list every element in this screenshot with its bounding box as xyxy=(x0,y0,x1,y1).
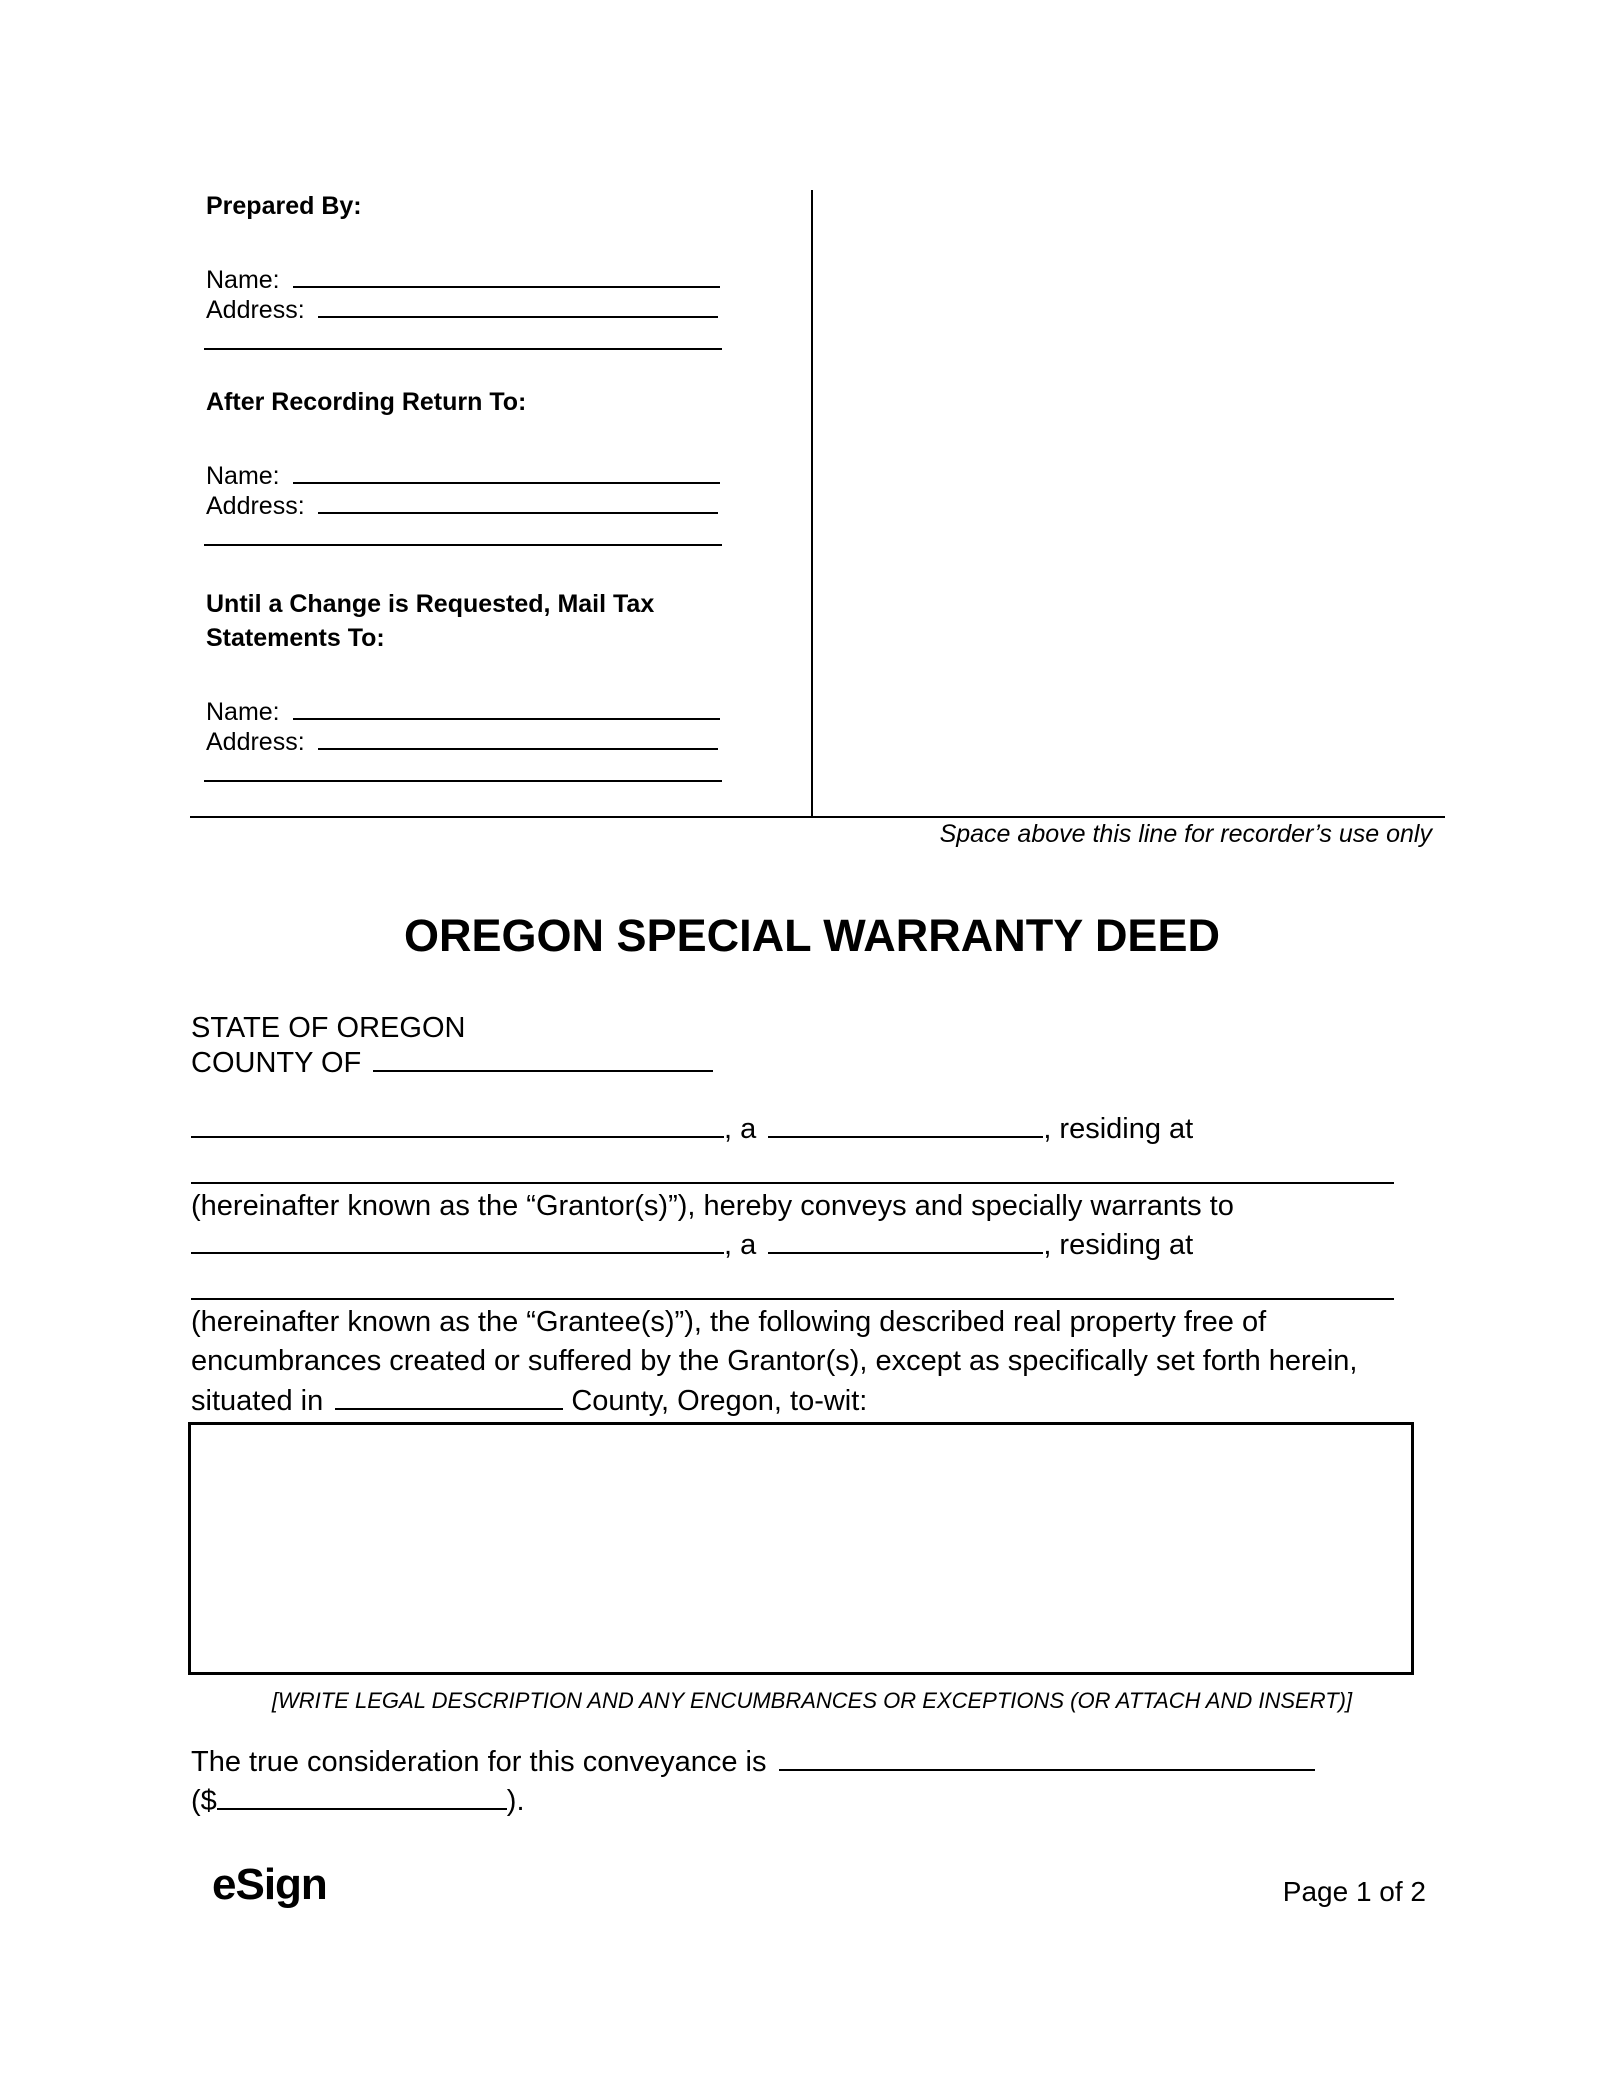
dollar-close: ). xyxy=(506,1785,525,1817)
state-line: STATE OF OREGON xyxy=(191,1012,466,1044)
prepared-by-name-label: Name: xyxy=(206,266,280,294)
return-to-heading: After Recording Return To: xyxy=(206,388,527,416)
prepared-by-heading: Prepared By: xyxy=(206,192,362,220)
grantor-row xyxy=(191,1112,1193,1146)
tax-name-label: Name: xyxy=(206,698,280,726)
grantee-status-blank[interactable] xyxy=(768,1228,1043,1254)
tax-name-row xyxy=(206,694,720,727)
recorder-area-divider xyxy=(811,190,813,818)
recorder-note: Space above this line for recorder’s use only xyxy=(939,820,1432,848)
tax-statements-heading-line1: Until a Change is Requested, Mail Tax xyxy=(206,590,655,618)
prepared-by-address-row xyxy=(206,292,718,325)
return-to-address-line2[interactable] xyxy=(204,544,722,546)
grantee-description-line1: (hereinafter known as the “Grantee(s)”), the following described real property free of xyxy=(191,1306,1267,1338)
esign-logo: eSign xyxy=(212,1860,327,1909)
document-title: OREGON SPECIAL WARRANTY DEED xyxy=(404,910,1220,961)
dollar-open: ($ xyxy=(191,1785,217,1817)
legal-box-caption: [WRITE LEGAL DESCRIPTION AND ANY ENCUMBRANCES OR EXCEPTIONS (OR ATTACH AND INSERT)] xyxy=(271,1688,1353,1713)
prepared-by-name-blank[interactable] xyxy=(293,262,720,288)
grantor-a-label: , a xyxy=(724,1113,757,1145)
consideration-prefix: The true consideration for this conveyance is xyxy=(191,1746,767,1778)
consideration-amount-blank[interactable] xyxy=(217,1784,507,1810)
grantee-a-label: , a xyxy=(724,1229,757,1261)
tax-name-blank[interactable] xyxy=(293,694,720,720)
grantor-address-line[interactable] xyxy=(191,1182,1394,1184)
situated-row xyxy=(191,1384,867,1418)
situated-prefix: situated in xyxy=(191,1385,324,1417)
grantor-status-blank[interactable] xyxy=(768,1112,1043,1138)
county-blank[interactable] xyxy=(373,1046,713,1072)
consideration-row xyxy=(191,1745,1315,1779)
tax-address-label: Address: xyxy=(206,728,305,756)
return-to-name-blank[interactable] xyxy=(293,458,720,484)
grantee-residing-label: , residing at xyxy=(1043,1229,1194,1261)
grantor-name-blank[interactable] xyxy=(191,1112,724,1138)
tax-statements-heading-line2: Statements To: xyxy=(206,624,385,652)
county-label: COUNTY OF xyxy=(191,1047,362,1079)
prepared-by-address-line2[interactable] xyxy=(204,348,722,350)
grantor-residing-label: , residing at xyxy=(1043,1113,1194,1145)
tax-address-blank[interactable] xyxy=(318,724,718,750)
grantee-row xyxy=(191,1228,1193,1262)
grantee-name-blank[interactable] xyxy=(191,1228,724,1254)
tax-address-line2[interactable] xyxy=(204,780,722,782)
grantor-description: (hereinafter known as the “Grantor(s)”), hereby conveys and specially warrants to xyxy=(191,1190,1234,1222)
return-to-name-label: Name: xyxy=(206,462,280,490)
consideration-amount-row xyxy=(191,1784,525,1818)
return-to-address-label: Address: xyxy=(206,492,305,520)
county-row xyxy=(191,1046,713,1080)
prepared-by-address-blank[interactable] xyxy=(318,292,718,318)
situated-county-blank[interactable] xyxy=(335,1384,563,1410)
return-to-name-row xyxy=(206,458,720,491)
return-to-address-blank[interactable] xyxy=(318,488,718,514)
tax-address-row xyxy=(206,724,718,757)
consideration-words-blank[interactable] xyxy=(779,1745,1315,1771)
grantee-description-line2: encumbrances created or suffered by the Grantor(s), except as specifically set forth herein, xyxy=(191,1345,1358,1377)
prepared-by-address-label: Address: xyxy=(206,296,305,324)
recorder-area-bottom-line xyxy=(190,816,1445,818)
page-number: Page 1 of 2 xyxy=(1282,1876,1426,1907)
legal-description-box[interactable] xyxy=(188,1422,1414,1675)
situated-suffix: County, Oregon, to-wit: xyxy=(571,1385,868,1417)
grantee-address-line[interactable] xyxy=(191,1298,1394,1300)
prepared-by-name-row xyxy=(206,262,720,295)
return-to-address-row xyxy=(206,488,718,521)
